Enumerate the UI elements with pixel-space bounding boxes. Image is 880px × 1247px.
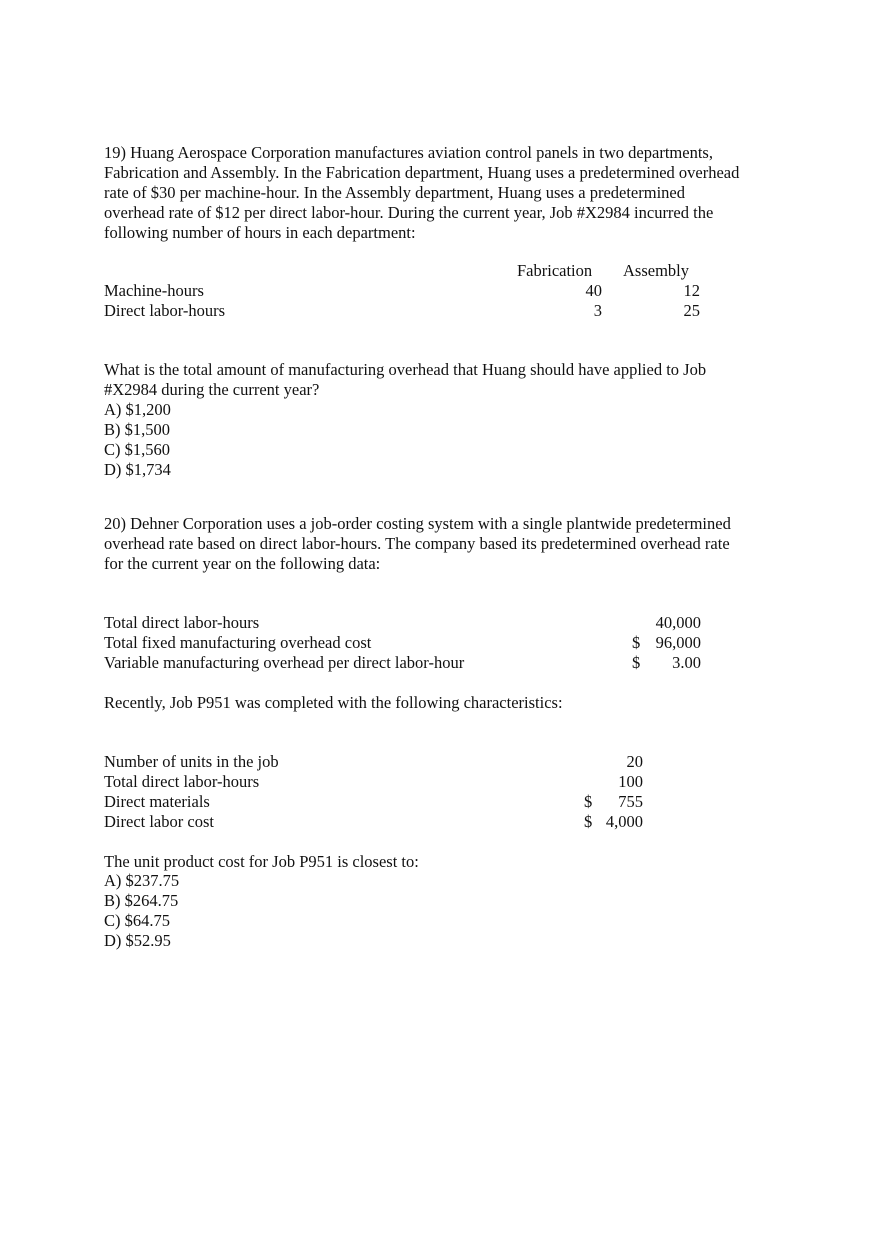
- q20-option-d: D) $52.95: [104, 931, 171, 950]
- q20-data-label: Total direct labor-hours: [104, 613, 260, 632]
- q19-stem-line: following number of hours in each department:: [104, 223, 416, 242]
- q19-row-label: Machine-hours: [104, 281, 204, 300]
- q20-data-value: 96,000: [655, 633, 701, 652]
- q19-stem: [104, 143, 794, 243]
- q20-data-currency: $: [632, 633, 641, 652]
- q19-header-assembly: Assembly: [623, 261, 689, 280]
- q20-stem-line: 20) Dehner Corporation uses a job-order costing system with a single plantwide predetermined: [104, 514, 731, 533]
- q19-header-fabrication: Fabrication: [517, 261, 593, 280]
- q20-job-label: Total direct labor-hours: [104, 772, 260, 791]
- q19-cell-fabrication: 3: [593, 301, 602, 320]
- q20-stem: [104, 514, 794, 574]
- q20-job-value: 100: [618, 772, 643, 791]
- q20-data-currency: $: [632, 653, 641, 672]
- q20-job-label: Direct labor cost: [104, 812, 214, 831]
- q20-data-value: 40,000: [655, 613, 701, 632]
- q19-row-label: Direct labor-hours: [104, 301, 226, 320]
- q20-data-label: Variable manufacturing overhead per direct labor-hour: [104, 653, 465, 672]
- q19-cell-assembly: 25: [683, 301, 700, 320]
- q20-recent-text: Recently, Job P951 was completed with the following characteristics:: [104, 693, 563, 712]
- q19-option-d: D) $1,734: [104, 460, 171, 479]
- q19-option-b: B) $1,500: [104, 420, 170, 439]
- q20-options: [104, 871, 179, 951]
- q19-stem-line: Fabrication and Assembly. In the Fabrication department, Huang uses a predetermined overhead: [104, 163, 740, 182]
- q20-job-value: 755: [618, 792, 643, 811]
- q19-stem-line: overhead rate of $12 per direct labor-hour. During the current year, Job #X2984 incurred the: [104, 203, 714, 222]
- q19-stem-line: 19) Huang Aerospace Corporation manufactures aviation control panels in two departments,: [104, 143, 713, 162]
- q20-option-a: A) $237.75: [104, 871, 180, 890]
- q19-cell-assembly: 12: [683, 281, 700, 300]
- q20-stem-line: for the current year on the following data:: [104, 554, 381, 573]
- q20-option-c: C) $64.75: [104, 911, 170, 930]
- q20-question: The unit product cost for Job P951 is closest to:: [104, 852, 419, 871]
- q20-stem-line: overhead rate based on direct labor-hours. The company based its predetermined overhead rate: [104, 534, 730, 553]
- q19-option-c: C) $1,560: [104, 440, 170, 459]
- q20-job-label: Number of units in the job: [104, 752, 279, 771]
- q19-question: [104, 360, 794, 400]
- q20-job-currency: $: [584, 812, 593, 831]
- q19-question-line: #X2984 during the current year?: [104, 380, 320, 399]
- q19-stem-line: rate of $30 per machine-hour. In the Assembly department, Huang uses a predetermined: [104, 183, 685, 202]
- q20-job-value: 20: [626, 752, 643, 771]
- q19-options: [104, 400, 171, 480]
- q20-data-value: 3.00: [672, 653, 701, 672]
- q20-job-value: 4,000: [605, 812, 643, 831]
- q19-option-a: A) $1,200: [104, 400, 171, 419]
- q20-option-b: B) $264.75: [104, 891, 179, 910]
- q19-cell-fabrication: 40: [585, 281, 602, 300]
- q19-question-line: What is the total amount of manufacturing overhead that Huang should have applied to Job: [104, 360, 707, 379]
- q20-job-currency: $: [584, 792, 593, 811]
- q20-data-label: Total fixed manufacturing overhead cost: [104, 633, 372, 652]
- q20-job-label: Direct materials: [104, 792, 210, 811]
